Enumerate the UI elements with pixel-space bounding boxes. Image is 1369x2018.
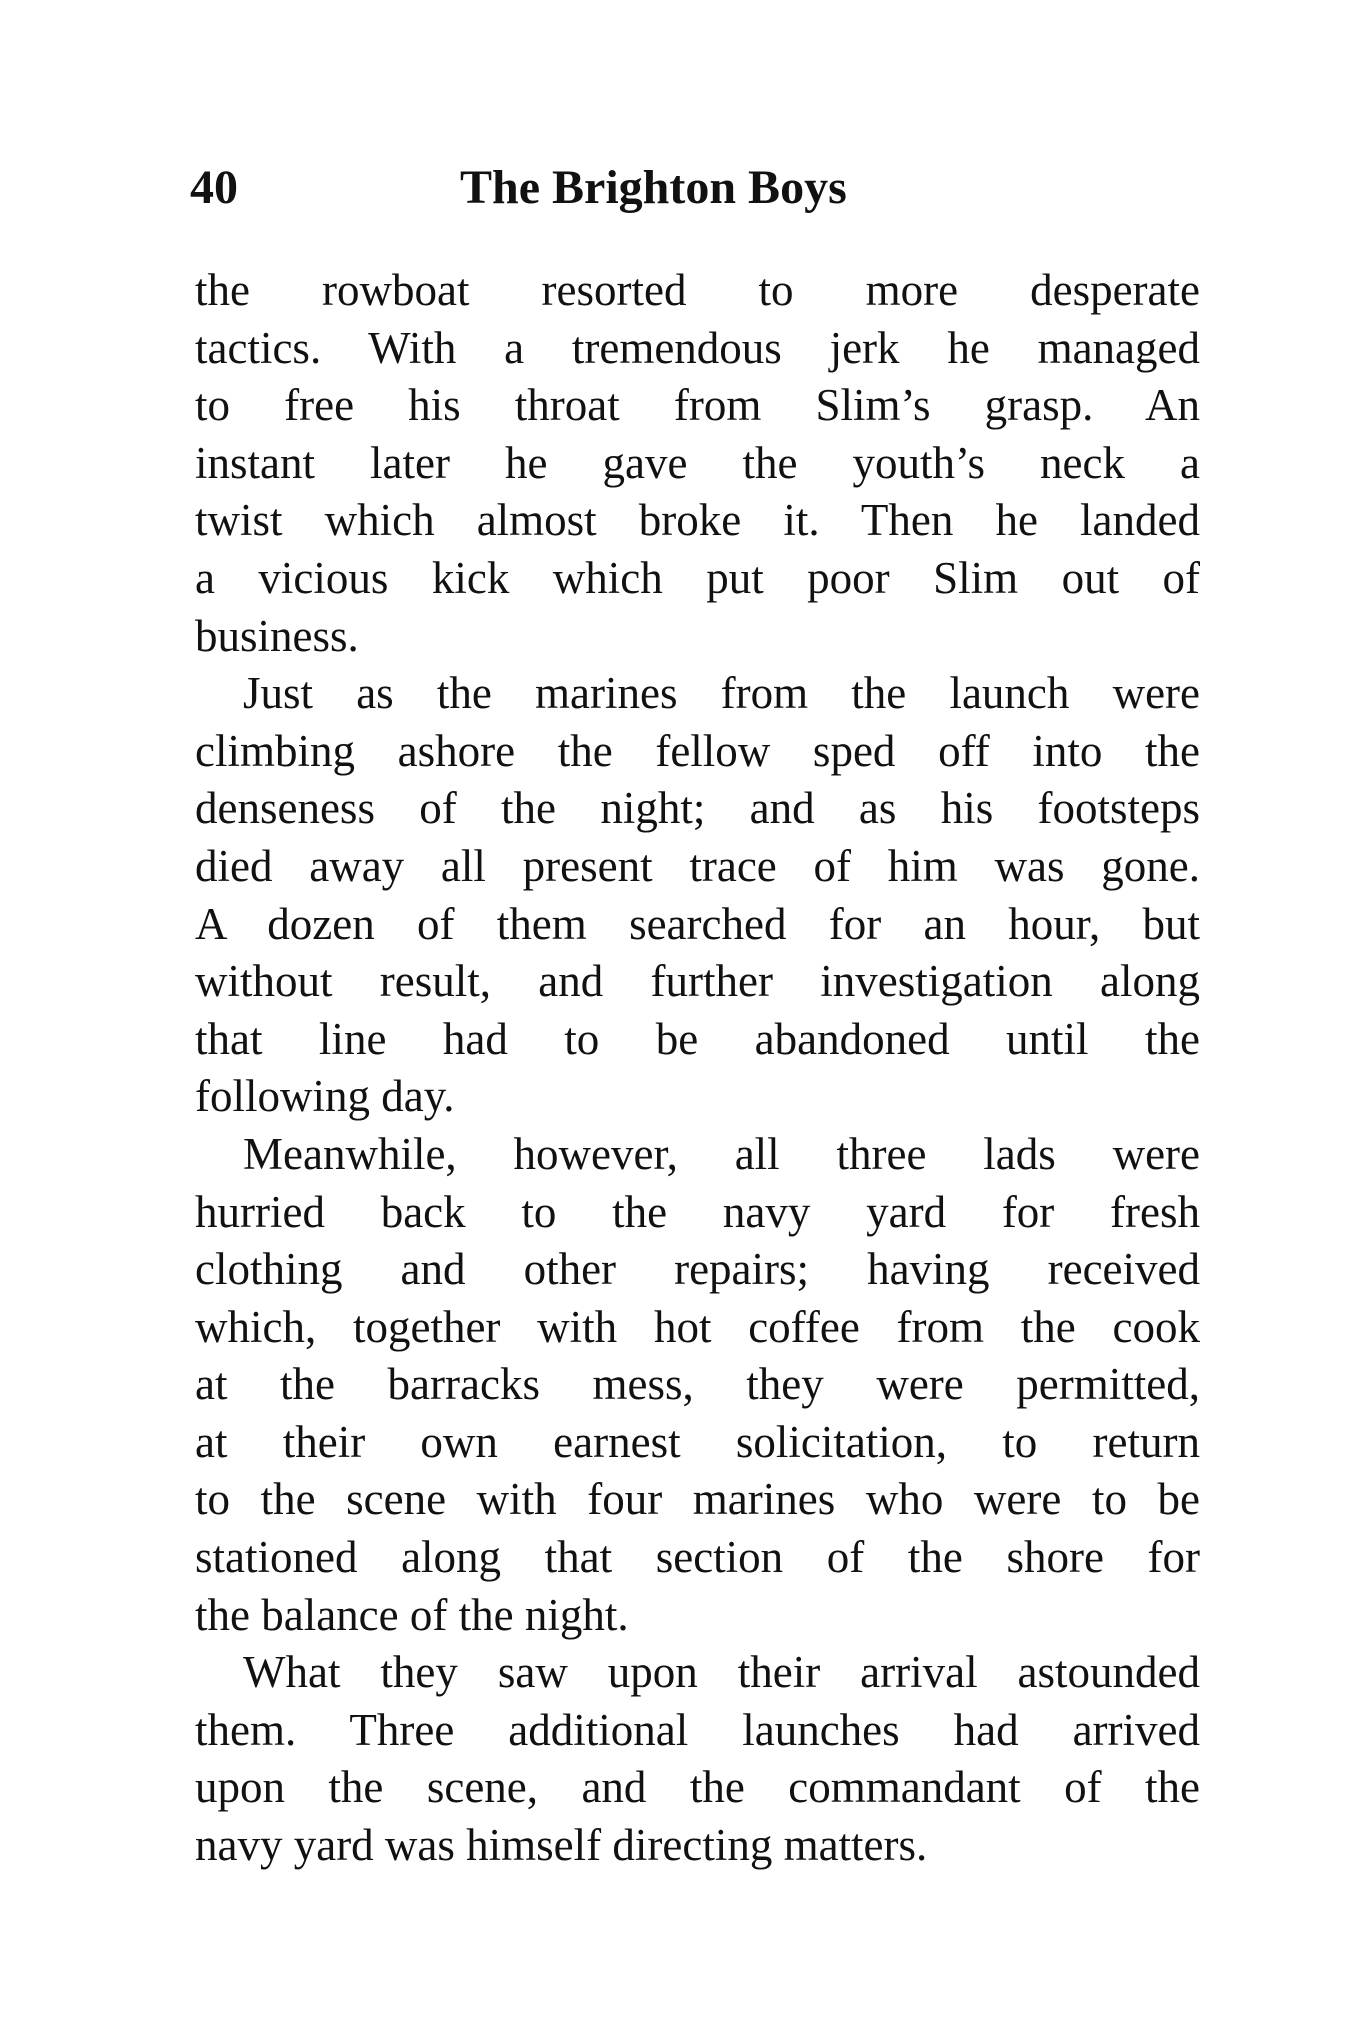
text-line: at the barracks mess, they were permitted, — [195, 1359, 1200, 1410]
text-line: twist which almost broke it. Then he landed — [195, 495, 1200, 546]
text-line: upon the scene, and the commandant of the — [195, 1762, 1200, 1813]
body-text — [195, 262, 1200, 1875]
text-line: stationed along that section of the shore for — [195, 1532, 1200, 1583]
text-line: Just as the marines from the launch were — [243, 668, 1200, 719]
paragraph — [195, 262, 1200, 665]
text-line: to the scene with four marines who were to be — [195, 1474, 1200, 1525]
text-line: business. — [195, 610, 359, 661]
text-line: without result, and further investigation along — [195, 956, 1200, 1007]
text-line: What they saw upon their arrival astounded — [243, 1647, 1200, 1698]
paragraph — [195, 1644, 1200, 1874]
page-number: 40 — [190, 161, 238, 214]
text-line: died away all present trace of him was gone. — [195, 840, 1200, 891]
text-line: climbing ashore the fellow sped off into the — [195, 725, 1200, 776]
text-line: a vicious kick which put poor Slim out of — [195, 552, 1200, 603]
text-line: following day. — [195, 1071, 455, 1122]
running-header — [190, 160, 1190, 220]
text-line: denseness of the night; and as his footsteps — [195, 783, 1200, 834]
running-title: The Brighton Boys — [460, 161, 847, 214]
text-line: clothing and other repairs; having received — [195, 1244, 1200, 1295]
text-line: Meanwhile, however, all three lads were — [243, 1128, 1200, 1179]
text-line: instant later he gave the youth’s neck a — [195, 437, 1200, 488]
paragraph — [195, 1126, 1200, 1644]
text-line: which, together with hot coffee from the cook — [195, 1301, 1200, 1352]
text-line: navy yard was himself directing matters. — [195, 1820, 928, 1871]
paragraph — [195, 665, 1200, 1126]
text-line: the rowboat resorted to more desperate — [195, 265, 1200, 315]
text-line: at their own earnest solicitation, to return — [195, 1416, 1200, 1467]
text-line: tactics. With a tremendous jerk he managed — [195, 322, 1200, 373]
text-line: that line had to be abandoned until the — [195, 1013, 1200, 1064]
text-line: A dozen of them searched for an hour, but — [195, 898, 1200, 949]
text-line: the balance of the night. — [195, 1589, 629, 1640]
text-line: them. Three additional launches had arrived — [195, 1704, 1200, 1755]
text-line: to free his throat from Slim’s grasp. An — [195, 380, 1200, 431]
text-line: hurried back to the navy yard for fresh — [195, 1186, 1200, 1237]
